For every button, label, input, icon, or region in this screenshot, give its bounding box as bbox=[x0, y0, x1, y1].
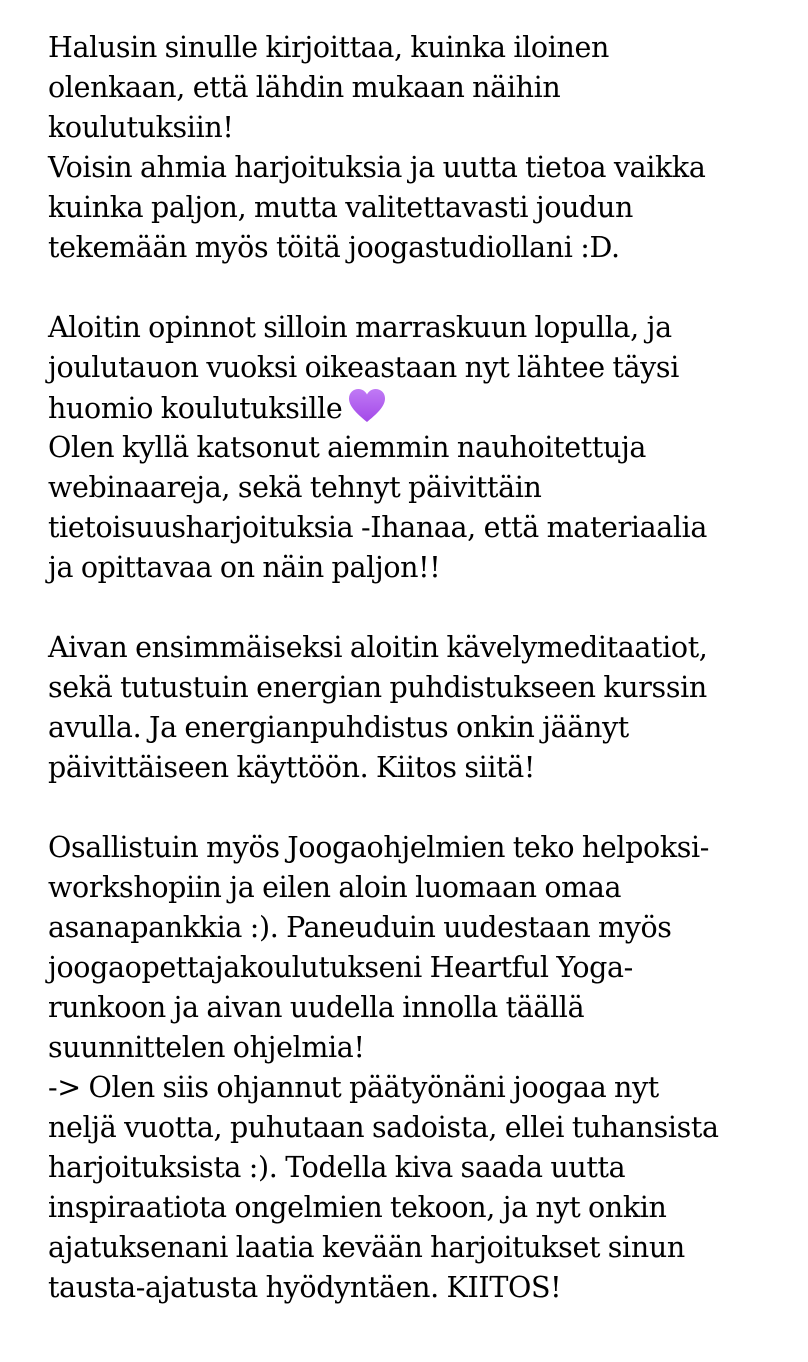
text-line: tausta-ajatusta hyödyntäen. KIITOS! bbox=[48, 1271, 562, 1304]
text-line: Voisin ahmia harjoituksia ja uutta tietoa vaikka bbox=[48, 151, 706, 184]
text-line: runkoon ja aivan uudella innolla täällä bbox=[48, 991, 585, 1024]
text-line: joulutauon vuoksi oikeastaan nyt lähtee täysi bbox=[48, 351, 679, 384]
text-fragment: huomio koulutuksille bbox=[48, 392, 343, 425]
text-line: inspiraatiota ongelmien tekoon, ja nyt onkin bbox=[48, 1191, 667, 1224]
text-line: päivittäiseen käyttöön. Kiitos siitä! bbox=[48, 751, 536, 784]
purple-heart-icon-svg bbox=[348, 388, 386, 424]
text-line: avulla. Ja energianpuhdistus onkin jäänyt bbox=[48, 711, 629, 744]
text-line: ajatuksenani laatia kevään harjoitukset sinun bbox=[48, 1231, 685, 1264]
text-line: tekemään myös töitä joogastudiollani :D. bbox=[48, 231, 620, 264]
paragraph-gap bbox=[48, 268, 788, 308]
text-line: workshopiin ja eilen aloin luomaan omaa bbox=[48, 871, 622, 904]
text-line: koulutuksiin! bbox=[48, 111, 234, 144]
paragraph-4 bbox=[48, 828, 788, 1308]
text-line: ja opittavaa on näin paljon!! bbox=[48, 551, 441, 584]
text-line: webinaareja, sekä tehnyt päivittäin bbox=[48, 471, 542, 504]
text-line: Osallistuin myös Joogaohjelmien teko helpoksi- bbox=[48, 831, 710, 864]
paragraph-2 bbox=[48, 308, 788, 588]
paragraph-3 bbox=[48, 628, 788, 788]
text-line: sekä tutustuin energian puhdistukseen kurssin bbox=[48, 671, 707, 704]
text-line: Aivan ensimmäiseksi aloitin kävelymeditaatiot, bbox=[48, 631, 708, 664]
text-line: suunnittelen ohjelmia! bbox=[48, 1031, 365, 1064]
text-line: harjoituksista :). Todella kiva saada uutta bbox=[48, 1151, 626, 1184]
text-line: -> Olen siis ohjannut päätyönäni joogaa nyt bbox=[48, 1071, 659, 1104]
text-line: kuinka paljon, mutta valitettavasti joudun bbox=[48, 191, 634, 224]
message-body bbox=[48, 28, 788, 1308]
paragraph-gap bbox=[48, 588, 788, 628]
text-line: olenkaan, että lähdin mukaan näihin bbox=[48, 71, 561, 104]
text-line: neljä vuotta, puhutaan sadoista, ellei tuhansista bbox=[48, 1111, 719, 1144]
text-line: Aloitin opinnot silloin marraskuun lopulla, ja bbox=[48, 311, 672, 344]
text-line: tietoisuusharjoituksia -Ihanaa, että materiaalia bbox=[48, 511, 708, 544]
text-line: Halusin sinulle kirjoittaa, kuinka iloinen bbox=[48, 31, 609, 64]
text-line: joogaopettajakoulutukseni Heartful Yoga- bbox=[48, 951, 633, 984]
text-line-with-emoji bbox=[48, 388, 788, 428]
text-line: asanapankkia :). Paneuduin uudestaan myös bbox=[48, 911, 672, 944]
paragraph-gap bbox=[48, 788, 788, 828]
text-line: Olen kyllä katsonut aiemmin nauhoitettuja bbox=[48, 431, 647, 464]
paragraph-1 bbox=[48, 28, 788, 268]
